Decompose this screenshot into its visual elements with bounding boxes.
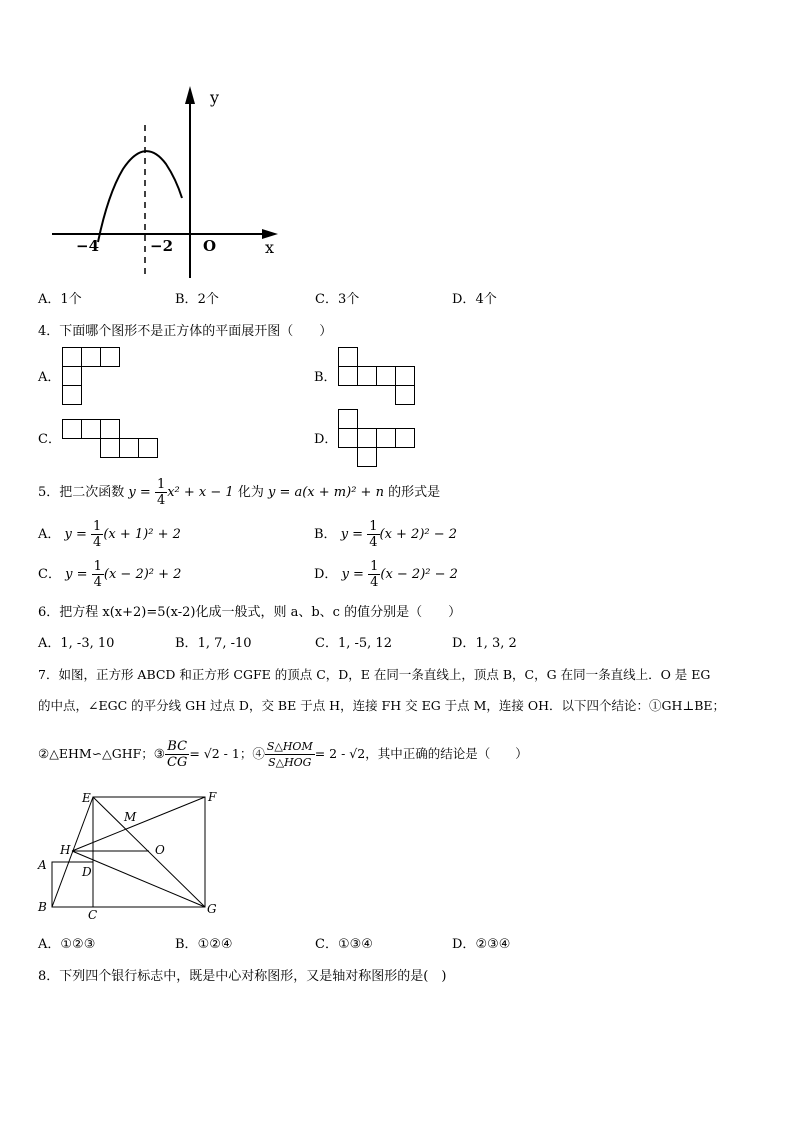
origin-label: O	[203, 237, 217, 255]
q5-option-a[interactable]: A． y = $\frac{1}{4}$ (x + 1)² + 2	[38, 519, 181, 550]
q6-option-d[interactable]: D．1, 3, 2	[452, 636, 517, 651]
label-O: O	[155, 843, 165, 857]
q5-option-c[interactable]: C． y = $\frac{1}{4}$ (x − 2)² + 2	[38, 559, 182, 590]
q7-line-3: ②△EHM∽△GHF；③ $\frac{BC}{CG}$ = √2 - 1；④ $\frac{\text{S△HOM}}{\text{S△HOG}}$ = 2 - √2，其中正确的结论是（ ）	[38, 739, 528, 770]
q4-net-b	[338, 347, 418, 407]
fraction: $\frac{1}{4}$	[156, 477, 166, 508]
q3-option-d[interactable]: D．4个	[452, 292, 497, 307]
label-C: C	[88, 908, 98, 922]
q5-option-b[interactable]: B． y = $\frac{1}{4}$ (x + 2)² − 2	[314, 519, 458, 550]
y-axis-label: y	[210, 88, 220, 107]
label-D: D	[82, 865, 92, 879]
label-H: H	[60, 843, 71, 857]
label-M: M	[124, 810, 137, 824]
q6-option-c[interactable]: C．1, -5, 12	[315, 636, 392, 651]
q6-option-a[interactable]: A．1, -3, 10	[38, 636, 115, 651]
q6-option-b[interactable]: B．1, 7, -10	[175, 636, 252, 651]
label-B: B	[38, 900, 47, 914]
q6-stem: 6．把方程 x(x+2)=5(x-2)化成一般式，则 a、b、c 的值分别是（ ）	[38, 605, 462, 620]
q4-net-d	[338, 409, 418, 469]
q4-option-b-label[interactable]: B．	[314, 370, 337, 385]
x-axis-label: x	[265, 238, 275, 257]
q3-option-a[interactable]: A．1个	[38, 292, 82, 307]
label-F: F	[208, 790, 217, 804]
q7-option-a[interactable]: A．①②③	[38, 937, 96, 952]
q4-stem: 4．下面哪个图形不是正方体的平面展开图（ ）	[38, 324, 333, 339]
q4-net-c	[62, 419, 162, 459]
q7-option-d[interactable]: D．②③④	[452, 937, 511, 952]
tick-neg4: −4	[76, 237, 100, 255]
label-G: G	[207, 902, 217, 916]
q7-line-2: 的中点，∠EGC 的平分线 GH 过点 D，交 BE 于点 H，连接 FH 交 EG 于点 M，连接 OH．以下四个结论：①GH⊥BE；	[38, 698, 726, 713]
q7-option-c[interactable]: C．①③④	[315, 937, 373, 952]
q3-option-b[interactable]: B．2个	[175, 292, 219, 307]
q4-net-a	[62, 347, 122, 407]
label-A: A	[38, 858, 47, 872]
q5-option-d[interactable]: D． y = $\frac{1}{4}$ (x − 2)² − 2	[314, 559, 458, 590]
q7-line-1: 7．如图，正方形 ABCD 和正方形 CGFE 的顶点 C，D，E 在同一条直线上，顶点 B，C，G 在同一条直线上．O 是 EG	[38, 667, 711, 682]
label-E: E	[82, 791, 91, 805]
q8-stem: 8．下列四个银行标志中，既是中心对称图形，又是轴对称图形的是( )	[38, 969, 447, 984]
tick-neg2: −2	[150, 237, 174, 255]
q5-stem: 5．把二次函数 y = $\frac{1}{4}$ x² + x − 1 化为 y = a(x + m)² + n 的形式是	[38, 477, 441, 508]
q3-option-c[interactable]: C．3个	[315, 292, 360, 307]
q4-option-c-label[interactable]: C．	[38, 432, 61, 447]
q4-option-d-label[interactable]: D．	[314, 432, 338, 447]
q4-option-a-label[interactable]: A．	[38, 370, 61, 385]
q7-option-b[interactable]: B．①②④	[175, 937, 233, 952]
